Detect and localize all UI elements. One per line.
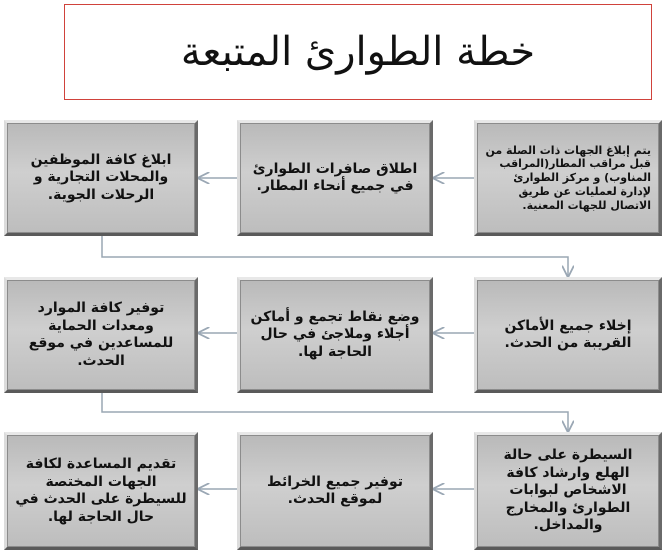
- diagram-title: خطة الطوارئ المتبعة: [180, 29, 536, 75]
- step-box-r1-3: [4, 120, 198, 236]
- step-text: اطلاق صافرات الطوارئ في جميع أنحاء المطار.: [252, 160, 418, 194]
- step-text: تقديم المساعدة لكافة الجهات المختصة للسيطرة على الحدث في حال الحاجة لها.: [15, 456, 187, 525]
- step-box-r2-2: [237, 277, 433, 393]
- step-box-r3-3: [4, 432, 198, 550]
- step-box-r1-1: [474, 120, 662, 236]
- step-text: السيطرة على حالة الهلع وارشاد كافة الاشخاص لبوابات الطوارئ والمخارج والمداخل.: [503, 447, 633, 534]
- step-box-r1-2: [237, 120, 433, 236]
- arrow-row1-row2: [102, 236, 568, 276]
- step-text: إخلاء جميع الأماكن القريبة من الحدث.: [504, 317, 632, 351]
- step-text: يتم إبلاغ الجهات ذات الصلة من قبل مراقب المطار(المراقب المناوب) و مركز الطوارئ لإدارة لعمليات عن طريق الاتصال للجهات المعنية.: [485, 143, 651, 212]
- step-box-r2-3: [4, 277, 198, 393]
- arrow-row2-row3: [102, 393, 568, 431]
- step-text: ابلاغ كافة الموظفين والمحلات التجارية و الرحلات الجوية.: [30, 151, 172, 203]
- step-box-r3-2: [237, 432, 433, 550]
- step-text: توفير جميع الخرائط لموقع الحدث.: [266, 473, 404, 507]
- step-box-r2-1: [474, 277, 662, 393]
- step-text: توفير كافة الموارد ومعدات الحماية للمساعدين في موقع الحدث.: [28, 300, 174, 369]
- step-text: وضع نقاط تجمع و أماكن أجلاء وملاجئ في حال الحاجة لها.: [250, 308, 420, 360]
- step-box-r3-1: [474, 432, 662, 550]
